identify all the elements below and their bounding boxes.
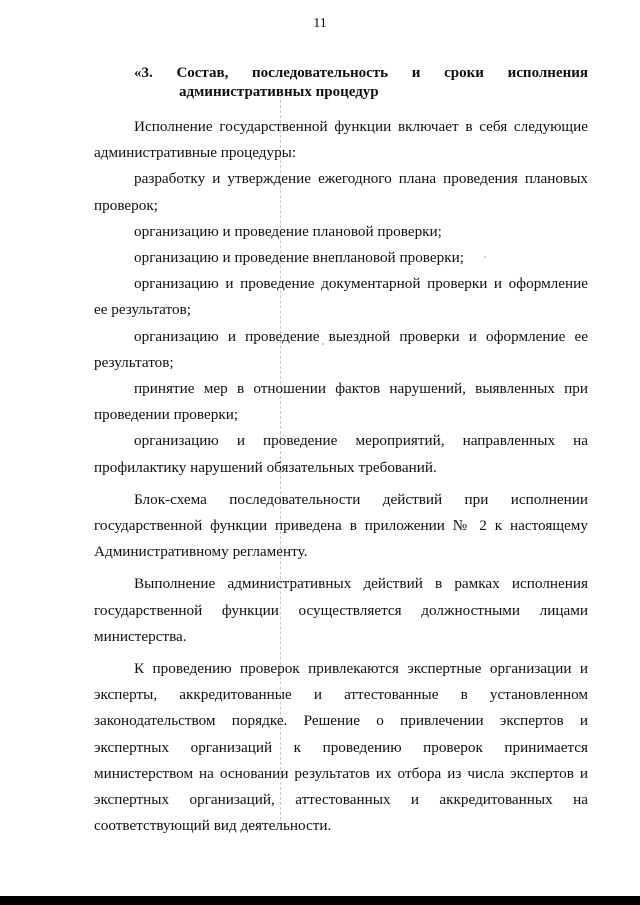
section-heading	[134, 64, 588, 102]
list-item-planned-check: организацию и проведение плановой проверки;	[134, 222, 442, 240]
paragraph-execution: Выполнение административных действий в рамках исполнения государственной функции осуществляется должностными лицами министерства.	[94, 575, 588, 645]
list-item-prevention: организацию и проведение мероприятий, направленных на профилактику нарушений обязательных требований.	[94, 432, 588, 476]
list-item-measures: принятие мер в отношении фактов нарушений, выявленных при проведении проверки;	[94, 380, 588, 424]
heading-word: и	[411, 65, 421, 81]
heading-number: «3.	[134, 65, 153, 81]
scan-bottom-edge	[0, 896, 640, 905]
paragraph-flowchart: Блок-схема последовательности действий при исполнении государственной функции приведена в приложении № 2 к настоящему Административному регламенту.	[94, 490, 588, 561]
list-item-field-check: организацию и проведение выездной проверки и оформление ее результатов;	[94, 327, 588, 371]
heading-word: Состав,	[176, 65, 229, 81]
heading-word: исполнения	[507, 65, 588, 81]
document-body	[94, 114, 588, 839]
page-number: 11	[313, 16, 327, 31]
heading-line-2: административных процедур	[179, 84, 379, 100]
heading-word: сроки	[444, 65, 484, 81]
list-item-documentary-check: организацию и проведение документарной проверки и оформление ее результатов;	[94, 275, 588, 319]
paragraph-experts: К проведению проверок привлекаются экспертные организации и эксперты, аккредитованные и аттестованные в установленном законодательством порядке. Решение о привлечении экспертов и экспертных организаций к проведению проверок принимается министерством на основании результатов их отбора из числа экспертов и экспертных организаций, аттестованных и аккредитованных на соответствующий вид деятельности.	[94, 660, 588, 835]
heading-word: последовательность	[252, 65, 389, 81]
list-item-plan: разработку и утверждение ежегодного плана проведения плановых проверок;	[94, 170, 588, 214]
paragraph-intro: Исполнение государственной функции включает в себя следующие административные процедуры:	[94, 118, 588, 162]
list-item-unplanned-check: организацию и проведение внеплановой проверки;	[134, 249, 464, 267]
